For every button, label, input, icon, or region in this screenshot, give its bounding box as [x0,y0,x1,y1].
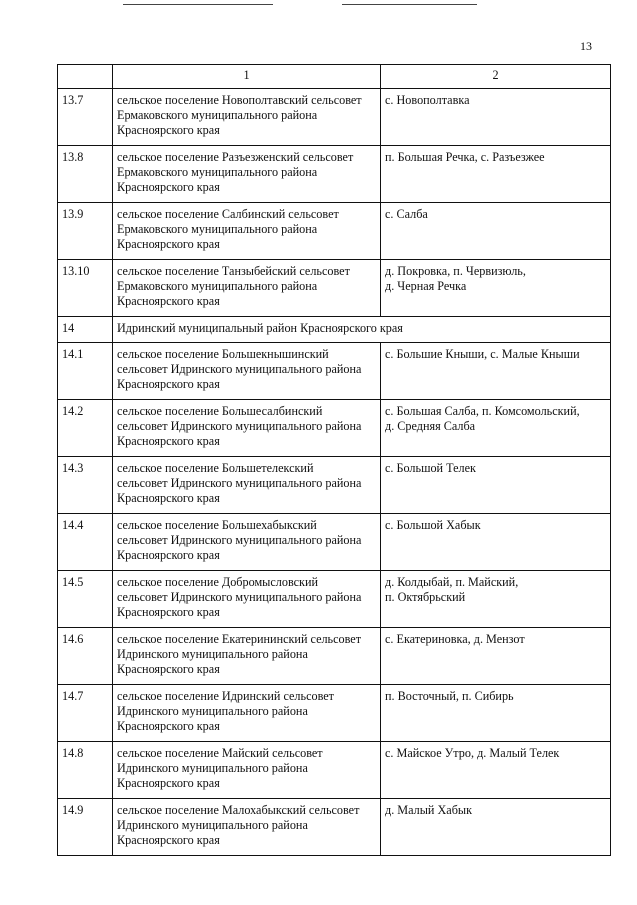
settlement-locations: д. Покровка, п. Червизюль, д. Черная Речка [381,260,611,317]
row-number: 14.4 [58,514,113,571]
settlement-locations: с. Большая Салба, п. Комсомольский, д. Средняя Салба [381,400,611,457]
row-number: 14.7 [58,685,113,742]
settlement-name: сельское поселение Большекнышинский сельсовет Идринского муниципального района Красноярского края [113,343,381,400]
table-row [58,343,611,400]
section-row [58,317,611,343]
settlement-locations: с. Екатериновка, д. Мензот [381,628,611,685]
row-number: 13.7 [58,89,113,146]
row-number: 14.3 [58,457,113,514]
table-row [58,514,611,571]
settlement-locations: с. Новополтавка [381,89,611,146]
row-number: 14.8 [58,742,113,799]
table-row [58,400,611,457]
settlement-locations: с. Большой Телек [381,457,611,514]
settlement-locations: с. Большие Кныши, с. Малые Кныши [381,343,611,400]
page-number: 13 [580,39,592,53]
settlement-locations: с. Большой Хабык [381,514,611,571]
row-number: 14.1 [58,343,113,400]
row-number: 13.9 [58,203,113,260]
settlement-locations: д. Колдыбай, п. Майский, п. Октябрьский [381,571,611,628]
table-row [58,742,611,799]
row-number: 14.2 [58,400,113,457]
settlement-name: сельское поселение Разъезженский сельсовет Ермаковского муниципального района Красноярского края [113,146,381,203]
table-header-row [58,65,611,89]
settlement-name: сельское поселение Малохабыкский сельсовет Идринского муниципального района Красноярского края [113,799,381,856]
table-row [58,457,611,514]
section-title: Идринский муниципальный район Красноярского края [113,317,611,343]
row-number: 14.5 [58,571,113,628]
table-row [58,203,611,260]
table-row [58,260,611,317]
settlement-name: сельское поселение Екатерининский сельсовет Идринского муниципального района Красноярского края [113,628,381,685]
table-row [58,89,611,146]
settlement-locations: п. Большая Речка, с. Разъезжее [381,146,611,203]
row-number: 14.6 [58,628,113,685]
settlements-table [57,64,611,856]
table-row [58,685,611,742]
top-rule-left [123,4,273,5]
header-col-2: 2 [381,65,611,89]
settlement-name: сельское поселение Большехабыкский сельсовет Идринского муниципального района Красноярского края [113,514,381,571]
header-number [58,65,113,89]
row-number: 13.8 [58,146,113,203]
header-col-1: 1 [113,65,381,89]
settlement-locations: д. Малый Хабык [381,799,611,856]
top-rule-right [342,4,477,5]
settlement-name: сельское поселение Салбинский сельсовет Ермаковского муниципального района Красноярского края [113,203,381,260]
settlement-name: сельское поселение Добромысловский сельсовет Идринского муниципального района Красноярского края [113,571,381,628]
settlement-name: сельское поселение Новополтавский сельсовет Ермаковского муниципального района Красноярского края [113,89,381,146]
settlement-locations: п. Восточный, п. Сибирь [381,685,611,742]
table-row [58,571,611,628]
settlement-name: сельское поселение Идринский сельсовет Идринского муниципального района Красноярского края [113,685,381,742]
table-row [58,799,611,856]
row-number: 14.9 [58,799,113,856]
row-number: 13.10 [58,260,113,317]
settlement-name: сельское поселение Большесалбинский сельсовет Идринского муниципального района Красноярского края [113,400,381,457]
section-number: 14 [58,317,113,343]
settlement-name: сельское поселение Танзыбейский сельсовет Ермаковского муниципального района Красноярского края [113,260,381,317]
settlement-name: сельское поселение Майский сельсовет Идринского муниципального района Красноярского края [113,742,381,799]
table-row [58,628,611,685]
table-row [58,146,611,203]
settlement-name: сельское поселение Большетелекский сельсовет Идринского муниципального района Красноярского края [113,457,381,514]
settlement-locations: с. Салба [381,203,611,260]
settlement-locations: с. Майское Утро, д. Малый Телек [381,742,611,799]
